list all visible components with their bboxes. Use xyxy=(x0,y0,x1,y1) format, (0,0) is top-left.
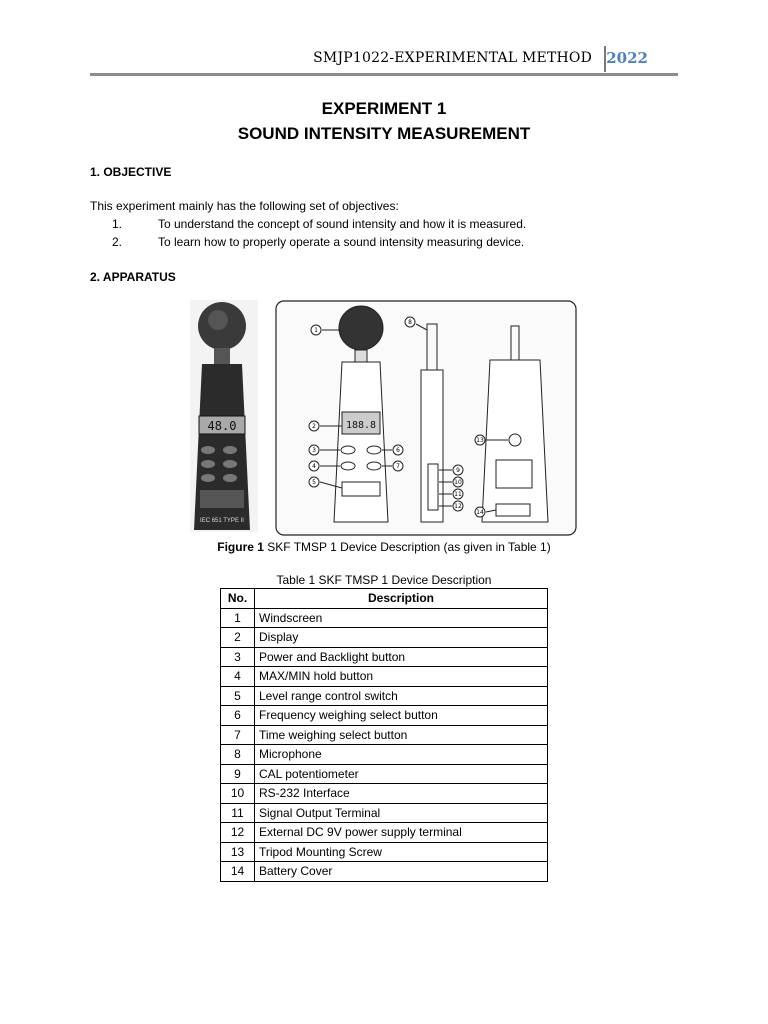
table-row xyxy=(221,667,548,687)
table-row xyxy=(221,784,548,804)
table-row xyxy=(221,608,548,628)
table-cell-description: Time weighing select button xyxy=(255,725,548,745)
table-cell-no: 6 xyxy=(221,706,255,726)
table-row xyxy=(221,803,548,823)
table-cell-no: 4 xyxy=(221,667,255,687)
table-header-row xyxy=(221,589,548,609)
experiment-subtitle: SOUND INTENSITY MEASUREMENT xyxy=(237,124,531,143)
svg-text:6: 6 xyxy=(396,447,400,454)
table-cell-no: 2 xyxy=(221,628,255,648)
photo-device-label: IEC 651 TYPE II xyxy=(200,518,244,524)
table-row xyxy=(221,764,548,784)
svg-text:3: 3 xyxy=(312,447,316,454)
table-cell-description: Microphone xyxy=(255,745,548,765)
svg-text:4: 4 xyxy=(312,463,316,470)
objective-num-2: 2. xyxy=(112,235,123,249)
header-title: SMJP1022-EXPERIMENTAL METHOD xyxy=(313,50,592,66)
table-cell-no: 5 xyxy=(221,686,255,706)
photo-display-reading: 48.0 xyxy=(207,419,237,433)
table-cell-description: Windscreen xyxy=(255,608,548,628)
table-cell-no: 10 xyxy=(221,784,255,804)
table-cell-no: 11 xyxy=(221,803,255,823)
svg-text:11: 11 xyxy=(454,491,462,498)
table-cell-description: Tripod Mounting Screw xyxy=(255,842,548,862)
table-row xyxy=(221,686,548,706)
table-cell-description: Display xyxy=(255,628,548,648)
table-cell-description: Battery Cover xyxy=(255,862,548,882)
objective-intro: This experiment mainly has the following set of objectives: xyxy=(90,199,399,213)
table-row xyxy=(221,647,548,667)
front-view xyxy=(334,306,388,522)
table-cell-description: MAX/MIN hold button xyxy=(255,667,548,687)
svg-text:5: 5 xyxy=(312,479,316,486)
svg-text:2: 2 xyxy=(312,423,316,430)
table-cell-description: Level range control switch xyxy=(255,686,548,706)
table-row xyxy=(221,823,548,843)
objective-num-1: 1. xyxy=(112,217,123,231)
drawing-display-reading: 188.8 xyxy=(345,420,377,431)
table-cell-description: Signal Output Terminal xyxy=(255,803,548,823)
figure-caption-text: SKF TMSP 1 Device Description (as given in Table 1) xyxy=(263,540,551,554)
table-cell-no: 14 xyxy=(221,862,255,882)
experiment-title: EXPERIMENT 1 xyxy=(321,99,447,118)
table-row xyxy=(221,725,548,745)
table-row xyxy=(221,842,548,862)
column-header-no: No. xyxy=(221,589,255,609)
svg-text:9: 9 xyxy=(456,467,460,474)
table-cell-description: External DC 9V power supply terminal xyxy=(255,823,548,843)
table-cell-description: CAL potentiometer xyxy=(255,764,548,784)
table-cell-no: 8 xyxy=(221,745,255,765)
table-cell-no: 1 xyxy=(221,608,255,628)
figure-caption-label: Figure 1 xyxy=(217,540,264,554)
table-row xyxy=(221,745,548,765)
figure-caption xyxy=(0,540,768,554)
table-cell-description: Power and Backlight button xyxy=(255,647,548,667)
svg-text:7: 7 xyxy=(396,463,400,470)
table-caption: Table 1 SKF TMSP 1 Device Description xyxy=(276,573,492,587)
svg-text:1: 1 xyxy=(314,327,318,334)
table-row xyxy=(221,706,548,726)
svg-text:10: 10 xyxy=(454,479,462,486)
header-rule xyxy=(90,73,678,76)
table-cell-description: Frequency weighing select button xyxy=(255,706,548,726)
device-description-table xyxy=(220,588,548,882)
table-cell-no: 13 xyxy=(221,842,255,862)
table-body xyxy=(221,608,548,881)
header-year: 2022 xyxy=(606,49,648,67)
svg-text:8: 8 xyxy=(408,319,412,326)
page-header xyxy=(90,42,678,76)
objective-text-2: To learn how to properly operate a sound intensity measuring device. xyxy=(158,235,525,249)
device-photo xyxy=(190,300,258,532)
table-cell-no: 3 xyxy=(221,647,255,667)
objective-text-1: To understand the concept of sound intensity and how it is measured. xyxy=(158,217,527,231)
device-illustration xyxy=(190,300,578,538)
table-cell-no: 7 xyxy=(221,725,255,745)
table-cell-no: 9 xyxy=(221,764,255,784)
table-cell-no: 12 xyxy=(221,823,255,843)
svg-text:12: 12 xyxy=(454,503,462,510)
svg-text:13: 13 xyxy=(476,437,484,444)
column-header-description: Description xyxy=(255,589,548,609)
table-row xyxy=(221,628,548,648)
device-figure xyxy=(190,300,578,538)
table-row xyxy=(221,862,548,882)
apparatus-heading: 2. APPARATUS xyxy=(90,270,176,284)
table-cell-description: RS-232 Interface xyxy=(255,784,548,804)
objective-heading: 1. OBJECTIVE xyxy=(90,165,172,179)
svg-text:14: 14 xyxy=(476,509,484,516)
